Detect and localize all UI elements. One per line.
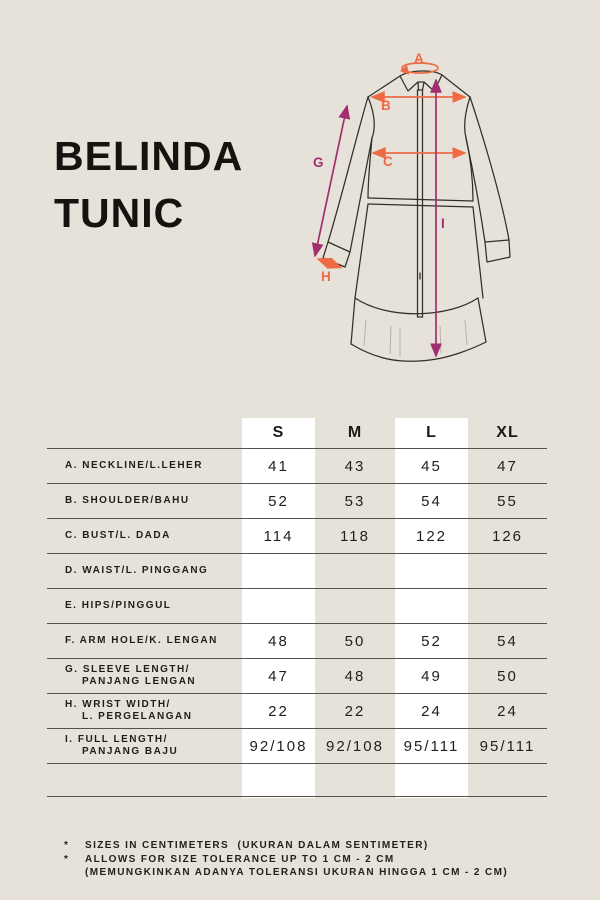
marker-label-h: H (321, 269, 331, 284)
footnote-text: SIZES IN CENTIMETERS (UKURAN DALAM SENTIMETER) (85, 840, 429, 851)
measurement-label-line: F. ARM HOLE/K. LENGAN (65, 635, 218, 646)
length-measure-arrows (313, 80, 445, 356)
measurement-value: 53 (344, 492, 366, 510)
footnote-asterisk (64, 866, 85, 880)
footnote-text: (MEMUNGKINKAN ADANYA TOLERANSI UKURAN HINGGA 1 CM - 2 CM) (85, 867, 509, 878)
measurement-label-line: PANJANG LENGAN (82, 676, 197, 687)
measurement-value (395, 589, 468, 623)
table-row (47, 589, 547, 624)
measurement-value: 50 (344, 632, 366, 650)
size-table-header-label-cell (47, 418, 242, 448)
measurement-label (47, 694, 242, 728)
measurement-label-line: C. BUST/L. DADA (65, 530, 171, 541)
footnote-asterisk: * (64, 853, 70, 865)
measurement-value: 95/111 (479, 737, 536, 755)
measurement-value (242, 554, 315, 588)
measurement-label (47, 449, 242, 483)
marker-label-g: G (313, 155, 324, 170)
measurement-label (47, 484, 242, 518)
footnote-item (64, 839, 569, 853)
measurement-value: 41 (268, 457, 289, 475)
measurement-value (315, 554, 395, 588)
marker-label-i: I (441, 216, 445, 231)
size-table (47, 418, 547, 797)
measurement-value: 48 (344, 667, 366, 685)
measurement-label (47, 624, 242, 658)
measurement-value: 95/111 (403, 737, 460, 755)
measurement-label-line: E. HIPS/PINGGUL (65, 600, 172, 611)
measurement-value: 52 (268, 492, 289, 510)
size-table-rows (47, 418, 547, 797)
measurement-label-line: L. PERGELANGAN (82, 711, 193, 722)
table-row (47, 694, 547, 729)
marker-label-b: B (381, 98, 391, 113)
measurement-value: 54 (497, 632, 518, 650)
table-row (47, 624, 547, 659)
measurement-value: 47 (268, 667, 289, 685)
measurement-value: 55 (497, 492, 518, 510)
measurement-value: 49 (421, 667, 442, 685)
measurement-value (315, 589, 395, 623)
measurement-value: 50 (497, 667, 518, 685)
column-header-l: L (426, 424, 437, 441)
measurement-value: 122 (415, 527, 448, 545)
measurement-label (47, 589, 242, 623)
measurement-value: 24 (421, 702, 442, 720)
measurement-value: 118 (340, 527, 370, 545)
measurement-label-line: PANJANG BAJU (82, 746, 179, 757)
measurement-label-line: H. WRIST WIDTH/ (65, 699, 171, 710)
tunic-outline-drawing (323, 71, 510, 361)
width-measure-arrows (318, 51, 465, 284)
table-row (47, 659, 547, 694)
measurement-label (47, 554, 242, 588)
measurement-value: 92/108 (249, 737, 308, 755)
column-header-m: M (347, 424, 363, 441)
measurement-value: 52 (421, 632, 442, 650)
ruffle-gather-lines (364, 320, 467, 356)
garment-measurement-diagram (288, 30, 523, 380)
product-title-line2: TUNIC (54, 190, 185, 236)
table-row (47, 519, 547, 554)
footnote-item (64, 853, 569, 867)
measurement-label-line: B. SHOULDER/BAHU (65, 495, 190, 506)
measurement-value: 22 (268, 702, 289, 720)
marker-label-c: C (383, 154, 393, 169)
measurement-label (47, 659, 242, 693)
measurement-value: 47 (497, 457, 518, 475)
measurement-value: 114 (263, 527, 294, 545)
measurement-label (47, 729, 242, 763)
measurement-value (468, 589, 547, 623)
table-row (47, 554, 547, 589)
column-header-xl: XL (496, 424, 519, 441)
measurement-value: 126 (491, 527, 524, 545)
table-row (47, 729, 547, 764)
footnote-asterisk: * (64, 840, 70, 851)
measurement-value: 43 (344, 457, 366, 475)
measurement-label-line: G. SLEEVE LENGTH/ (65, 664, 190, 675)
table-bottom-spacer-row (47, 764, 547, 797)
size-table-header-row (47, 418, 547, 449)
measurement-value: 92/108 (326, 737, 384, 755)
measurement-value (242, 589, 315, 623)
product-title (54, 128, 243, 242)
measurement-label-line: I. FULL LENGTH/ (65, 734, 168, 745)
measurement-value: 24 (497, 702, 518, 720)
measurement-label-line: D. WAIST/L. PINGGANG (65, 565, 209, 576)
measurement-value (395, 554, 468, 588)
marker-label-a: A (414, 51, 424, 66)
footnotes (64, 839, 569, 880)
measurement-value: 54 (421, 492, 442, 510)
measurement-label-line: A. NECKLINE/L.LEHER (65, 460, 203, 471)
measurement-value (468, 554, 547, 588)
footnote-text: ALLOWS FOR SIZE TOLERANCE UP TO 1 CM - 2 CM (85, 853, 395, 865)
table-row (47, 449, 547, 484)
measurement-value: 45 (421, 457, 442, 475)
footnote-item (64, 866, 569, 880)
measurement-label (47, 519, 242, 553)
product-title-line1: BELINDA (54, 133, 244, 179)
measurement-value: 48 (268, 632, 289, 650)
measurement-value: 22 (344, 702, 366, 720)
column-header-s: S (272, 424, 285, 441)
table-row (47, 484, 547, 519)
